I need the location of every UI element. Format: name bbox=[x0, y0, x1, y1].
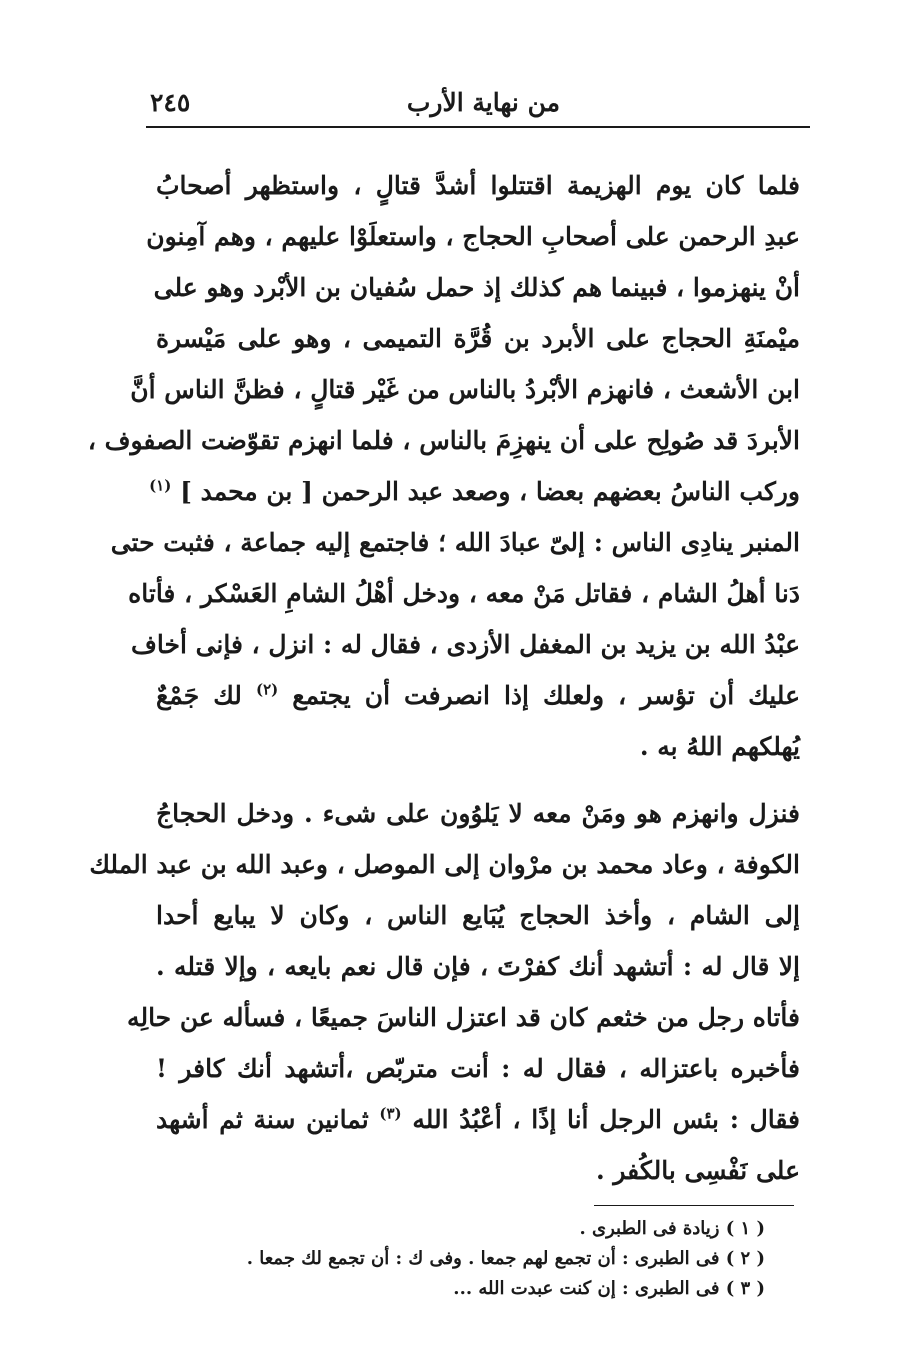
text-line: ميْمنَةِ الحجاج على الأبرد بن قُرَّة التميمى ، وهو على مَيْسرة bbox=[156, 324, 800, 353]
footnotes bbox=[105, 1214, 765, 1304]
text-line: فنزل وانهزم هو ومَنْ معه لا يَلوُون على شىء . ودخل الحجاجُ bbox=[156, 799, 800, 828]
text-line: فأخبره باعتزاله ، فقال له : أنت متربّص ،أتشهد أنك كافر ! bbox=[156, 1054, 800, 1083]
footnote: ( ٣ ) فى الطبرى : إن كنت عبدت الله ... bbox=[453, 1278, 765, 1299]
header-rule bbox=[146, 126, 810, 128]
footnote: ( ٢ ) فى الطبرى : أن تجمع لهم جمعا . وفى ك : أن تجمع لك جمعا . bbox=[246, 1248, 765, 1269]
text-line: عبدِ الرحمن على أصحابِ الحجاج ، واستعلَوْا عليهم ، وهم آمِنون bbox=[146, 222, 800, 251]
main-text bbox=[87, 160, 800, 1196]
page-number: ٢٤٥ bbox=[150, 88, 191, 117]
page-header bbox=[150, 84, 810, 124]
text-line: عليك أن تؤسر ، ولعلك إذا انصرفت أن يجتمع $^{(٢)}$ لك جَمْعٌ bbox=[156, 680, 800, 710]
text-line: فأتاه رجل من خثعم كان قد اعتزل الناسَ جميعًا ، فسأله عن حالِه bbox=[127, 1003, 800, 1032]
text-line: أنْ ينهزموا ، فبينما هم كذلك إذ حمل سُفيان بن الأبْرد وهو على bbox=[153, 273, 800, 302]
text-line: فلما كان يوم الهزيمة اقتتلوا أشدَّ قتالٍ ، واستظهر أصحابُ bbox=[156, 171, 800, 200]
text-line: دَنا أهلُ الشام ، فقاتل مَنْ معه ، ودخل أهْلُ الشامِ العَسْكر ، فأتاه bbox=[128, 579, 800, 608]
text-line: وركب الناسُ بعضهم بعضا ، وصعد عبد الرحمن [ بن محمد ] $^{(١)}$ bbox=[149, 476, 800, 506]
footnote-marker: (١) bbox=[149, 476, 172, 495]
text-line: على نَفْسِى بالكُفر . bbox=[595, 1156, 800, 1185]
text-line: إلى الشام ، وأخذ الحجاج يُبَايع الناس ، وكان لا يبايع أحدا bbox=[156, 901, 800, 930]
text-line: المنبر ينادِى الناس : إلىّ عبادَ الله ؛ فاجتمع إليه جماعة ، فثبت حتى bbox=[110, 528, 800, 557]
footnote-marker: (٢) bbox=[255, 680, 279, 699]
text-line: ابن الأشعث ، فانهزم الأبْردُ بالناس من غَيْر قتالٍ ، فظنَّ الناس أنَّ bbox=[130, 375, 800, 404]
footnote: ( ١ ) زيادة فى الطبرى . bbox=[579, 1218, 765, 1239]
text-line: يُهلكهم اللهُ به . bbox=[639, 732, 800, 761]
footnote-marker: (٣) bbox=[379, 1104, 402, 1123]
text-line: الأبردَ قد صُولِح على أن ينهزِمَ بالناس ، فلما انهزم تقوّضت الصفوف ، bbox=[87, 426, 800, 455]
text-line: الكوفة ، وعاد محمد بن مرْوان إلى الموصل ، وعبد الله بن عبد الملك bbox=[89, 850, 800, 879]
text-line: فقال : بئس الرجل أنا إذًا ، أعْبُدُ الله $^{(٣)}$ ثمانين سنة ثم أشهد bbox=[156, 1104, 800, 1134]
text-line: عبْدُ الله بن يزيد بن المغفل الأزدى ، فقال له : انزل ، فإنى أخاف bbox=[130, 630, 800, 659]
footnote-rule bbox=[594, 1205, 794, 1206]
text-line: إلا قال له : أتشهد أنك كفرْتَ ، فإن قال نعم بايعه ، وإلا قتله . bbox=[156, 952, 800, 981]
running-title: من نهاية الأرب bbox=[406, 88, 560, 117]
